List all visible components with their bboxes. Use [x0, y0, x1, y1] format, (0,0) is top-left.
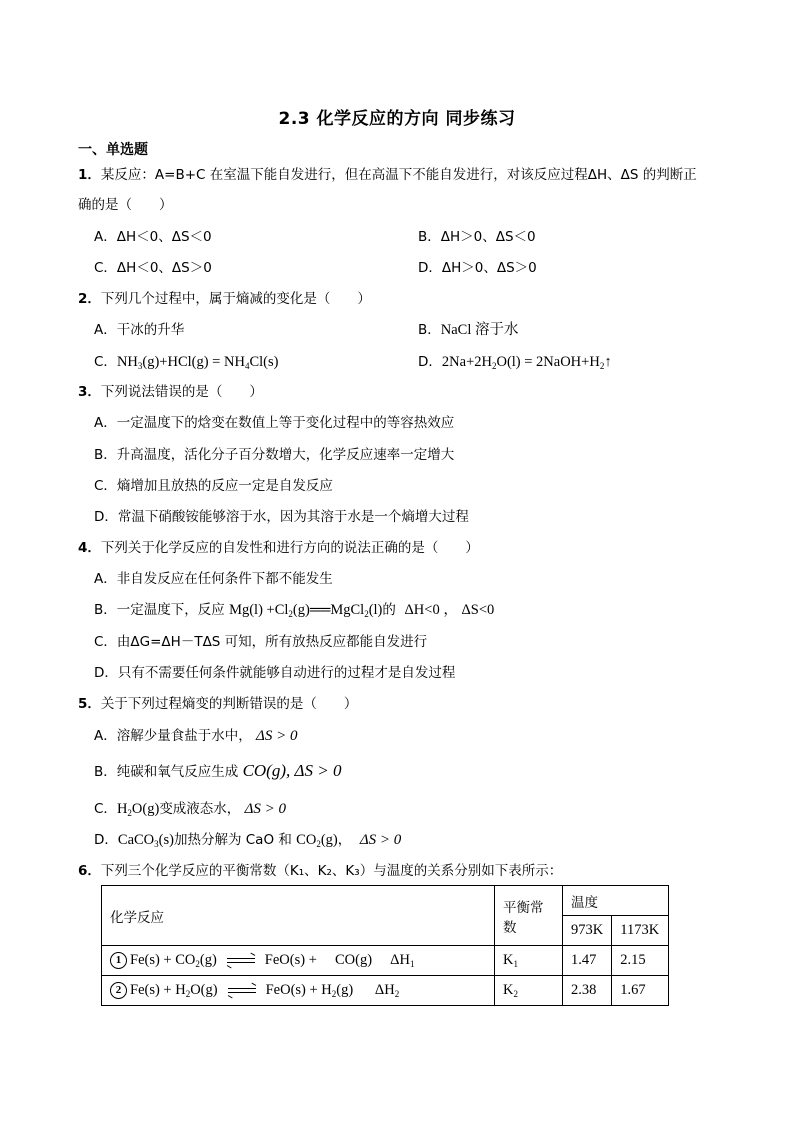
option-c: C．$H_2O(g)$变成液态水， ΔS > 0 [94, 801, 287, 818]
header-reaction: 化学反应 [102, 886, 495, 946]
question-number: 5． [78, 696, 101, 712]
value-973k: 1.47 [563, 946, 612, 976]
question-text: 下列三个化学反应的平衡常数（K₁、K₂、K₃）与温度的关系分别如下表所示： [100, 863, 563, 879]
reaction-2: 2 $Fe(s) + H_2O(g)$ $FeO(s) + H_2(g)$ $\Delta H_2$ [102, 976, 495, 1006]
option-b: B．一定温度下，反应 $Mg(l) +Cl_2(g)══MgCl_2(l)$的 ΔH<0 ， ΔS<0 [94, 602, 495, 619]
header-temperature: 温度 [563, 886, 669, 916]
circled-number: 1 [110, 952, 127, 969]
option-d: D．CaCO$_3$(s)加热分解为 CaO 和 $CO_2(g)$， ΔS > 0 [94, 832, 402, 849]
question-1 [78, 166, 697, 184]
option-b: B．NaCl 溶于水 [418, 322, 519, 338]
reaction-1: 1 $Fe(s) + CO_2(g)$ FeO(s) + CO(g) $\Delta H_1$ [102, 946, 495, 976]
header-1173k: 1173K [612, 916, 669, 946]
question-number: 6． [78, 863, 101, 879]
table-row [102, 946, 669, 976]
question-5 [78, 695, 357, 713]
option-d: D．$2Na+2H_2O(l)$ = $2NaOH+H_2↑$ [418, 354, 612, 371]
circled-number: 2 [110, 982, 127, 999]
option-c: C．熵增加且放热的反应一定是自发反应 [94, 478, 333, 494]
question-1-cont: 确的是（ ） [78, 197, 173, 213]
constant-cell: $K_1$ [495, 946, 563, 976]
option-a: A．溶解少量食盐于水中， ΔS > 0 [94, 728, 298, 744]
section-heading: 一、单选题 [78, 142, 148, 158]
question-3 [78, 383, 263, 401]
question-number: 2． [78, 291, 101, 307]
option-a: A．干冰的升华 [94, 322, 185, 338]
value-1173k: 1.67 [612, 976, 669, 1006]
value-1173k: 2.15 [612, 946, 669, 976]
header-constant: 平衡常数 [495, 886, 563, 946]
option-d: D．ΔH＞0、ΔS＞0 [418, 260, 537, 276]
question-number: 4． [78, 540, 101, 556]
question-text: 关于下列过程熵变的判断错误的是（ ） [100, 696, 358, 712]
equilibrium-table [101, 885, 669, 1006]
option-a: A．非自发反应在任何条件下都不能发生 [94, 571, 333, 587]
question-2 [78, 290, 371, 308]
value-973k: 2.38 [563, 976, 612, 1006]
option-a: A．ΔH＜0、ΔS＜0 [94, 229, 212, 245]
page-title: 2.3 化学反应的方向 同步练习 [278, 109, 516, 129]
option-c: C．由ΔG=ΔH－TΔS 可知，所有放热反应都能自发进行 [94, 634, 428, 650]
option-c: C．ΔH＜0、ΔS＞0 [94, 260, 212, 276]
equilibrium-arrow-icon [228, 987, 256, 995]
question-text: 下列几个过程中，属于熵减的变化是（ ） [100, 291, 371, 307]
question-4 [78, 539, 479, 557]
question-6 [78, 862, 562, 880]
table-row [102, 976, 669, 1006]
option-b: B．升高温度，活化分子百分数增大，化学反应速率一定增大 [94, 447, 455, 463]
option-d: D．常温下硝酸铵能够溶于水，因为其溶于水是一个熵增大过程 [94, 509, 469, 525]
header-973k: 973K [563, 916, 612, 946]
question-number: 3． [78, 384, 101, 400]
question-text: 下列说法错误的是（ ） [100, 384, 263, 400]
option-d: D．只有不需要任何条件就能够自动进行的过程才是自发过程 [94, 665, 456, 681]
equilibrium-arrow-icon [227, 957, 255, 965]
question-text: 下列关于化学反应的自发性和进行方向的说法正确的是（ ） [100, 540, 479, 556]
option-a: A．一定温度下的焓变在数值上等于变化过程中的等容热效应 [94, 415, 455, 431]
option-c: C．$NH_3(g)+HCl(g) = NH_4Cl(s)$ [94, 354, 279, 371]
constant-cell: $K_2$ [495, 976, 563, 1006]
option-b: B．ΔH＞0、ΔS＜0 [418, 229, 536, 245]
question-text: 某反应：A=B+C 在室温下能自发进行，但在高温下不能自发进行，对该反应过程ΔH、ΔS 的判断正 [100, 167, 697, 183]
option-b: B．纯碳和氧气反应生成 CO(g), ΔS > 0 [94, 761, 342, 780]
question-number: 1． [78, 167, 101, 183]
